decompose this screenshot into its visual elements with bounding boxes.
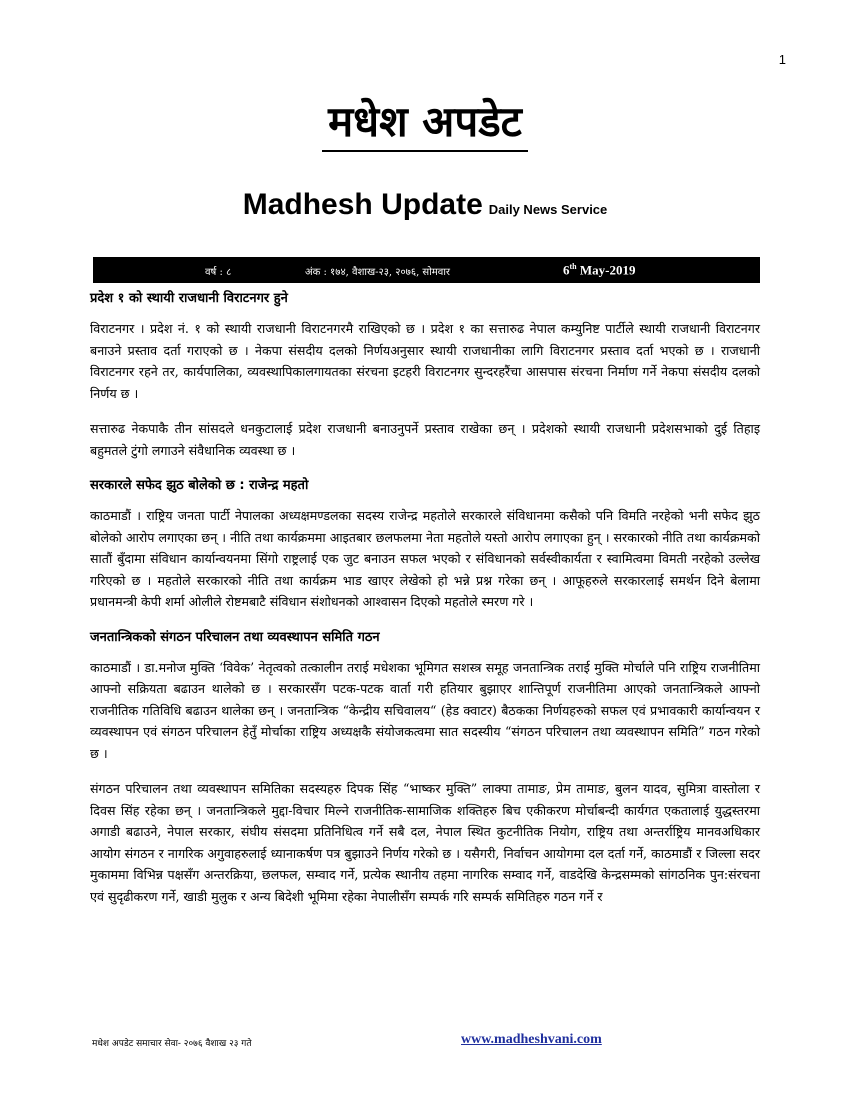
footer-text: मधेश अपडेट समाचार सेवा- २०७६ वैशाख २३ गते [92, 1039, 252, 1049]
article-headline: सरकारले सफेद झुठ बोलेको छ : राजेन्द्र महतो [90, 478, 309, 493]
article-content [90, 288, 760, 921]
issue-number: अंक : १७४, वैशाख-२३, २०७६, सोमवार [305, 267, 450, 278]
tagline: Daily News Service [488, 202, 608, 217]
article-headline: जनतान्त्रिकको संगठन परिचालन तथा व्यवस्थापन समिति गठन [90, 629, 380, 645]
article-paragraph: काठमाडौं । डा.मनोज मुक्ति ‘विवेक’ नेतृत्वको तत्कालीन तराई मधेशका भूमिगत सशस्त्र समूह जनतान्त्रिक तराई मुक्ति मोर्चाले पनि राष्ट्रिय राजनीतिमा आफ्नो सक्रियता बढाउन थालेको छ । सरकारसँग पटक-पटक वार्ता गरी हतियार बुझाएर शान्तिपूर्ण राजनीतिमा आएको जनतान्त्रिकले आफ्नो राजनीतिक गतिविधि बढाउन थालेका छन् । जनतान्त्रिक “केन्द्रीय सचिवालय“ (हेड क्वाटर) बैठकका निर्णयहरुको सफल एवं प्रभावकारी कार्यान्वयन र व्यवस्थापन एवं संगठन परिचालन हेतुँ मोर्चाका राष्ट्रिय अध्यक्षकै संयोजकत्वमा सात सदस्यीय “संगठन परिचालन तथा व्यवस्थापन समिति” गठन गरेको छ । [90, 659, 760, 761]
article-paragraph: सत्तारुढ नेकपाकै तीन सांसदले धनकुटालाई प्रदेश राजधानी बनाउनुपर्ने प्रस्ताव राखेका छन् । प्रदेशको स्थायी राजधानी प्रदेशसभाको दुई तिहाइ बहुमतले टुंगो लगाउने संवैधानिक व्यवस्था छ । [90, 421, 760, 458]
date-suffix: th [569, 262, 577, 271]
article-paragraph: संगठन परिचालन तथा व्यवस्थापन समितिका सदस्यहरु दिपक सिंह “भाष्कर मुक्ति” लाक्पा तामाङ, प्रेम तामाङ, बुलन यादव, सुमित्रा वास्तोला र दिवस सिंह रहेका छन् । जनतान्त्रिकले मुद्दा-विचार मिल्ने राजनीतिक-सामाजिक शक्तिहरु बिच एकीकरण मोर्चाबन्दी कार्यगत एकतालाई युद्धस्तरमा अगाडी बढाउने, नेपाल सरकार, संघीय संसदमा प्रतिनिधित्व गर्ने सबै दल, नेपाल स्थित कुटनीतिक नियोग, राष्ट्रिय तथा अन्तर्राष्ट्रिय मानवअधिकार आयोग संगठन र नागरिक अगुवाहरुलाई ध्यानाकर्षण पत्र बुझाउने निर्णय गरेको छ । यसैगरी, निर्वाचन आयोगमा दल दर्ता गर्ने, काठमाडौं र जिल्ला सदर मुकाममा विभिन्न पक्षसँग अन्तरक्रिया, छलफल, सम्वाद गर्ने, प्रत्येक स्थानीय तहमा नागरिक सम्वाद गर्ने, वाडदेखि केन्द्रसम्मको सांगठनिक पुन:संरचना एवं सुदृढीकरण गर्ने, खाडी मुलुक र अन्य बिदेशी भूमिमा रहेका नेपालीसँग सम्पर्क गरि सम्पर्क समितिहरु गठन गर्ने र [90, 781, 760, 904]
page-number: 1 [778, 52, 786, 67]
issue-date [563, 262, 635, 278]
nepali-title: मधेश अपडेट [322, 96, 528, 152]
article [90, 627, 760, 908]
website-link[interactable]: www.madheshvani.com [461, 1032, 602, 1047]
issue-year: वर्ष : ८ [205, 267, 232, 278]
article-headline: प्रदेश १ को स्थायी राजधानी विराटनगर हुने [90, 291, 288, 306]
masthead-nepali [0, 96, 850, 152]
article [90, 475, 760, 613]
article-paragraph: काठमाडौं । राष्ट्रिय जनता पार्टी नेपालका अध्यक्षमण्डलका सदस्य राजेन्द्र महतोले सरकारले संविधानमा कसैको पनि विमति नरहेको भनी सफेद झुठ बोलेको आरोप लगाएका छन् । नीति तथा कार्यक्रममा आइतबार छलफलमा नेता महतोले यस्तो आरोप लगाएका हुन् । सरकारको नीति तथा कार्यक्रमको सातौं बुँदामा संविधान कार्यान्वयनमा सिंगो राष्ट्रलाई एक जुट बनाउन सफल भएको र संविधानको सर्वस्वीकार्यता र स्वामित्वमा विमती नरहेको उल्लेख गरिएको छ । महतोले सरकारको नीति तथा कार्यक्रम भाड खाएर लेखेको हो भन्ने प्रश्न गरेका छन् । आफूहरुले सरकारलाई समर्थन दिने बेलामा प्रधानमन्त्री केपी शर्मा ओलीले रोष्टमबाटै संविधान संशोधनको आश्वासन दिएको महतोले स्मरण गरे । [90, 508, 760, 609]
date-rest: May-2019 [576, 262, 636, 278]
date-day: 6 [563, 262, 570, 278]
article [90, 288, 760, 461]
masthead-english [0, 188, 850, 222]
issue-bar [93, 257, 760, 283]
english-title: Madhesh Update [242, 188, 483, 221]
article-paragraph: विराटनगर । प्रदेश नं. १ को स्थायी राजधानी विराटनगरमै राखिएको छ । प्रदेश १ का सत्तारुढ नेपाल कम्युनिष्ट पार्टीले स्थायी राजधानी विराटनगर बनाउने प्रस्ताव दर्ता गराएको छ । नेकपा संसदीय दलको निर्णयअनुसार स्थायी राजधानीका लागि विराटनगर प्रस्ताव दर्ता भएको छ । राजधानी विराटनगर रहने तर, कार्यपालिका, व्यवस्थापिकालगायतका संरचना इटहरी विराटनगर सुन्दरहरैंचा आसपास संरचना निर्माण गर्ने नेकपा संसदीय दलको निर्णय छ । [90, 321, 760, 401]
